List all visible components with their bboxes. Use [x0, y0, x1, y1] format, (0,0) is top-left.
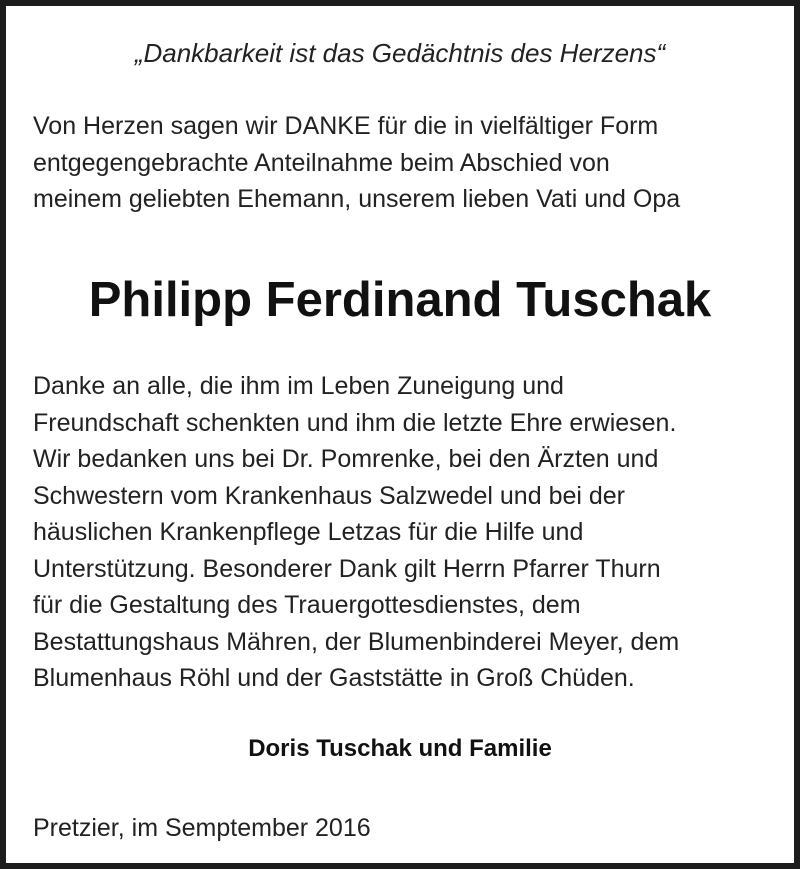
intro-line: Von Herzen sagen wir DANKE für die in vielfältiger Form [33, 112, 659, 140]
motto-quote: „Dankbarkeit ist das Gedächtnis des Herzens“ [134, 38, 666, 68]
thanks-line: für die Gestaltung des Trauergottesdienstes, dem [33, 591, 581, 619]
thanks-line: Bestattungshaus Mähren, der Blumenbinderei Meyer, dem [33, 627, 680, 656]
thanks-line: häuslichen Krankenpflege Letzas für die Hilfe und [33, 518, 584, 546]
thanks-line: Danke an alle, die ihm im Leben Zuneigung und [33, 372, 564, 400]
deceased-name: Philipp Ferdinand Tuschak [88, 273, 712, 327]
thanks-line: Unterstützung. Besonderer Dank gilt Herrn Pfarrer Thurn [33, 554, 661, 583]
intro-line: entgegengebrachte Anteilnahme beim Abschied von [33, 148, 610, 177]
signature: Doris Tuschak und Familie [248, 735, 552, 762]
place-and-date: Pretzier, im Semptember 2016 [33, 814, 371, 842]
intro-line: meinem geliebten Ehemann, unserem lieben Vati und Opa [33, 185, 681, 213]
thanks-line: Blumenhaus Röhl und der Gaststätte in Groß Chüden. [33, 664, 635, 692]
thanks-paragraph [33, 368, 783, 697]
intro-paragraph [33, 108, 783, 218]
thanks-line: Wir bedanken uns bei Dr. Pomrenke, bei den Ärzten und [33, 445, 659, 473]
thanks-line: Freundschaft schenkten und ihm die letzte Ehre erwiesen. [33, 408, 677, 437]
thanks-line: Schwestern vom Krankenhaus Salzwedel und bei der [33, 481, 626, 510]
